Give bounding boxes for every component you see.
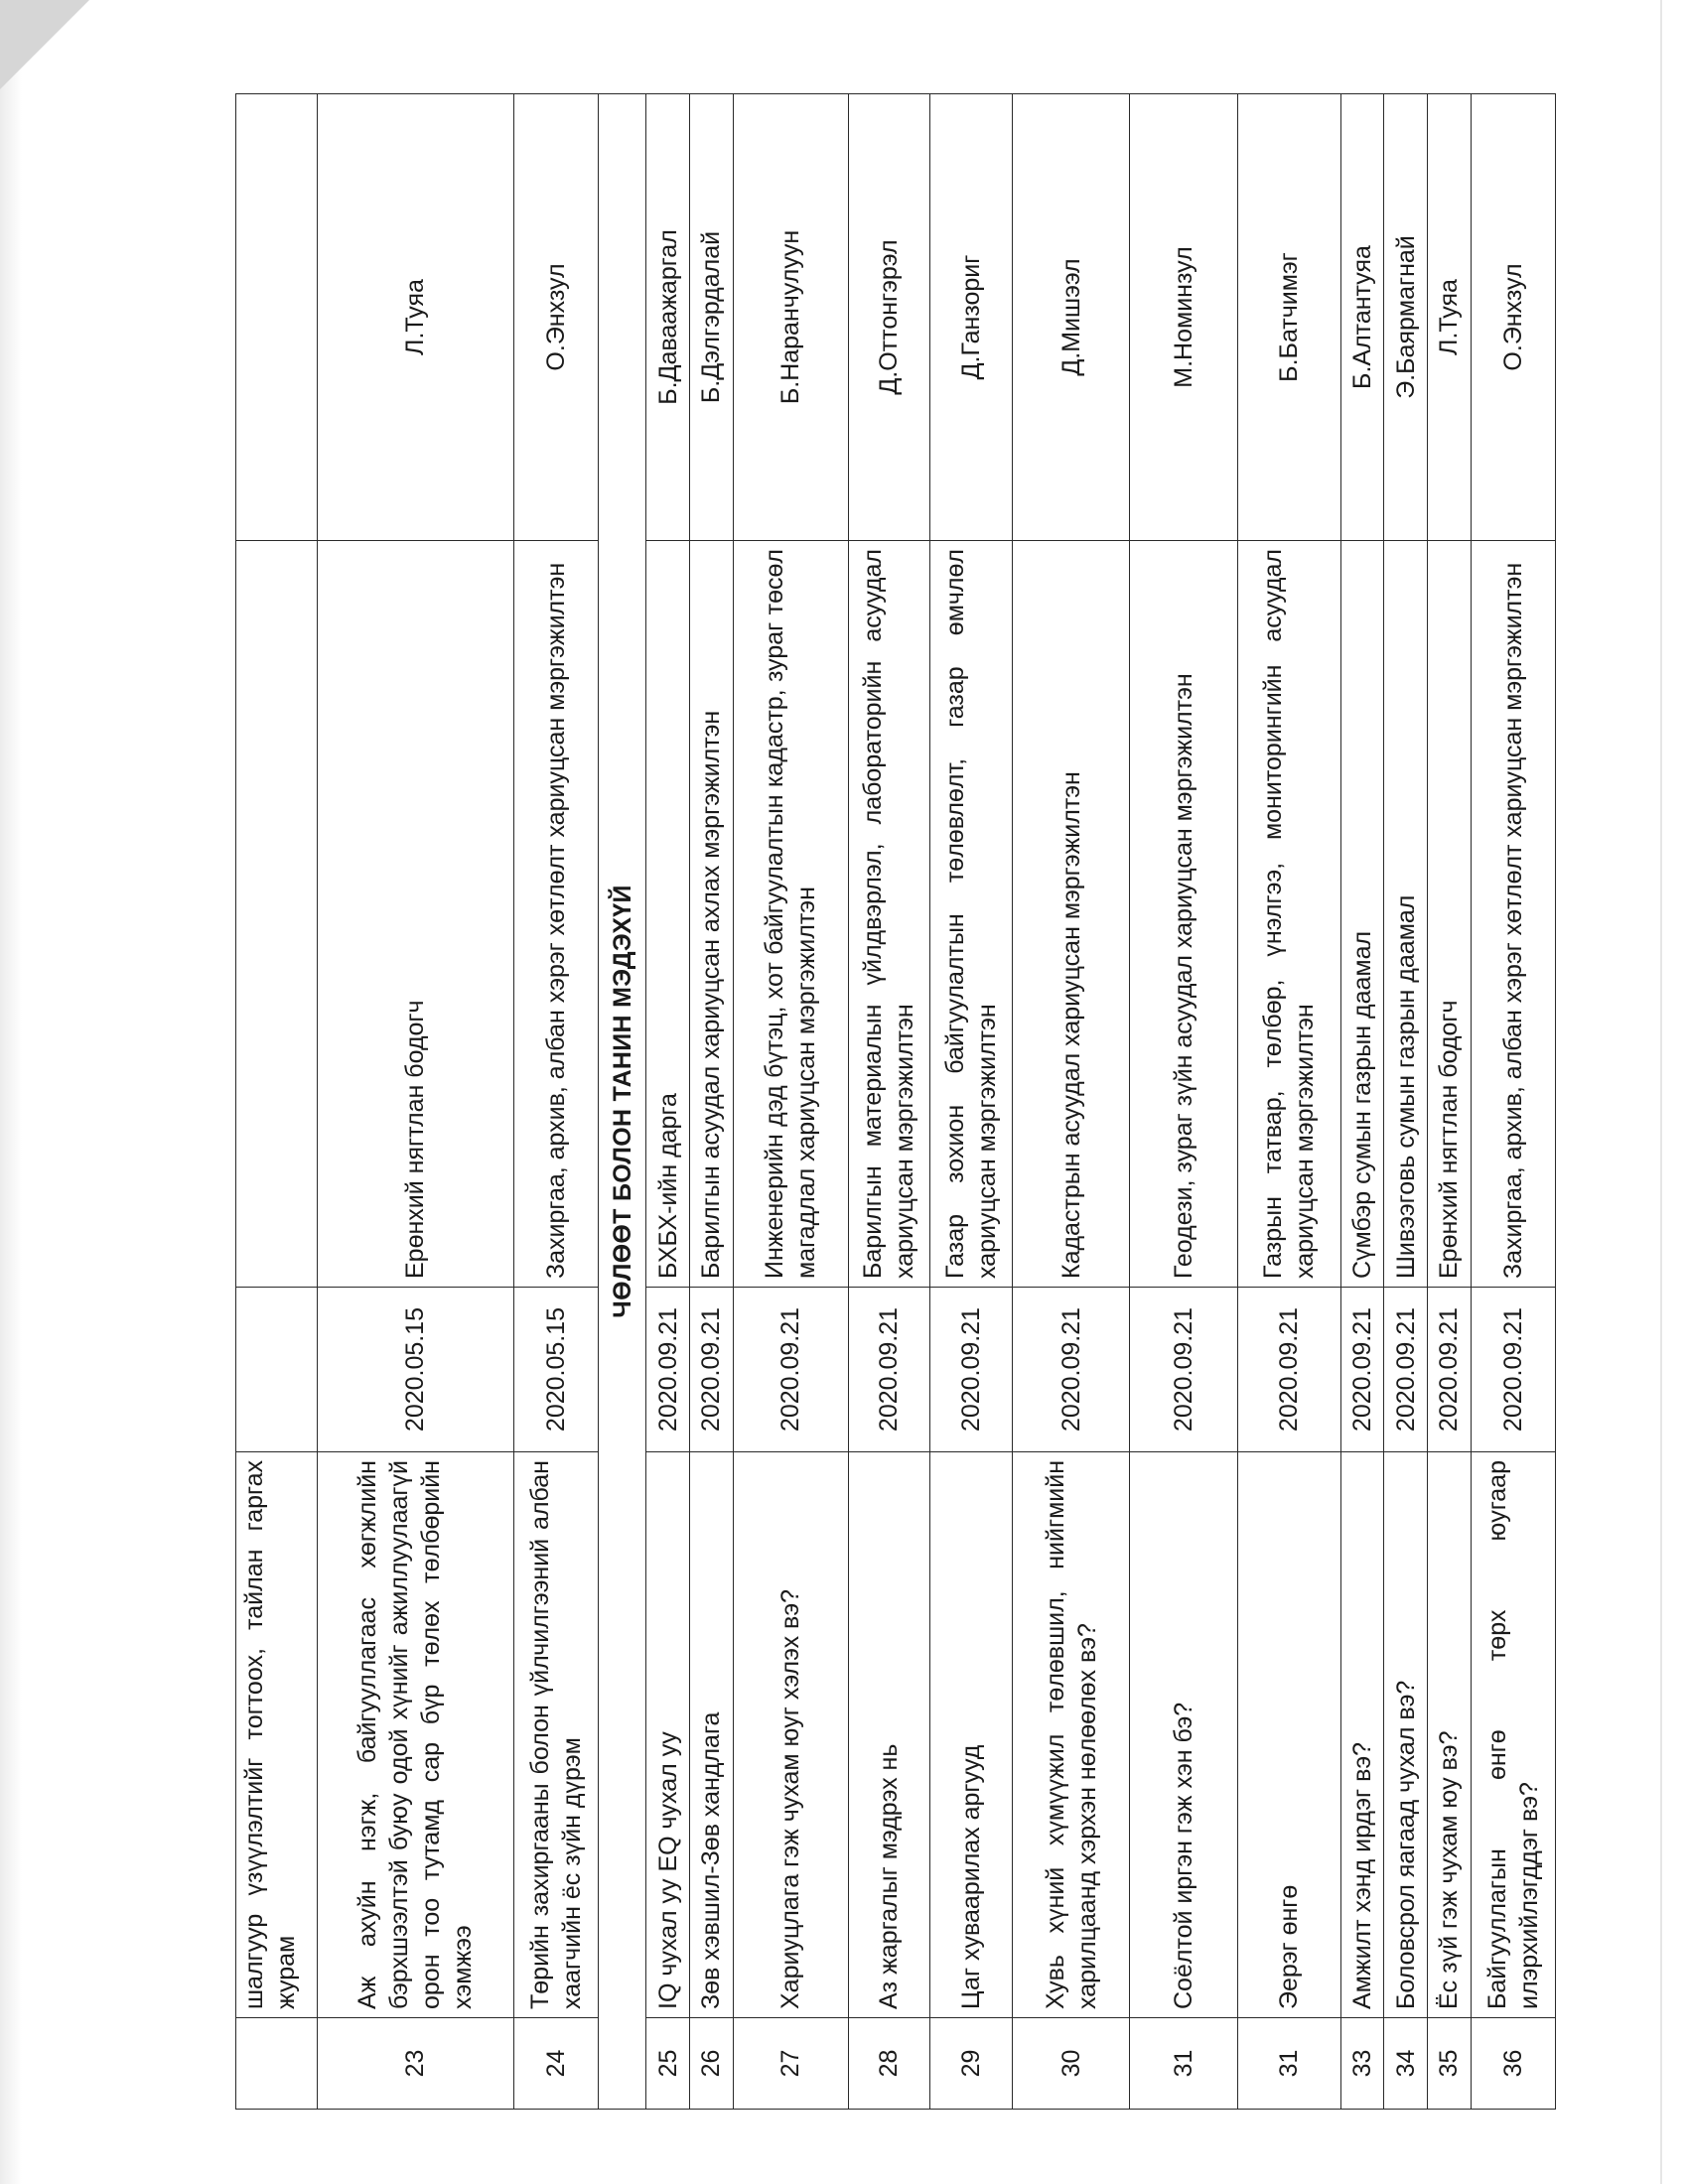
table-row xyxy=(690,94,734,2110)
cell-date: 2020.09.21 xyxy=(848,1288,930,1452)
cell-number: 35 xyxy=(1428,2018,1472,2110)
cell-topic: Байгууллагын өнгө төрх юугаар илэрхийлэгддэг вэ? xyxy=(1471,1452,1555,2018)
cell-topic: Аз жаргалыг мэдрэх нь xyxy=(848,1452,930,2018)
cell-presenter: Д.Мишээл xyxy=(1012,94,1129,541)
cell-audience: БХБХ-ийн дарга xyxy=(646,541,690,1288)
cell-date: 2020.09.21 xyxy=(646,1288,690,1452)
cell-audience: Захиргаа, архив, албан хэрэг хөтлөлт хариуцсан мэргэжилтэн xyxy=(1471,541,1555,1288)
cell-audience: Барилгын материалын үйлдвэрлэл, лабораторийн асуудал хариуцсан мэргэжилтэн xyxy=(848,541,930,1288)
section-title: ЧӨЛӨӨТ БОЛОН ТАНИН МЭДЭХҮЙ xyxy=(599,94,646,2110)
cell-presenter: Э.Баярмагнай xyxy=(1384,94,1428,541)
section-header-row xyxy=(599,94,646,2110)
cell-topic: Амжилт хэнд ирдэг вэ? xyxy=(1340,1452,1384,2018)
cell-audience: Газар зохион байгуулалтын төлөвлөлт, газар өмчлөл хариуцсан мэргэжилтэн xyxy=(930,541,1013,1288)
cell-date: 2020.09.21 xyxy=(1237,1288,1340,1452)
cell-number: 25 xyxy=(646,2018,690,2110)
scan-shadow-left xyxy=(0,0,22,2184)
cell-presenter: Д.Оттонгэрэл xyxy=(848,94,930,541)
cell-audience: Геодези, зураг зүйн асуудал хариуцсан мэргэжилтэн xyxy=(1130,541,1238,1288)
cell-presenter: О.Энхзул xyxy=(513,94,598,541)
cell-presenter: Д.Ганзориг xyxy=(930,94,1013,541)
scan-folded-corner xyxy=(0,0,89,89)
cell-date: 2020.09.21 xyxy=(1384,1288,1428,1452)
cell-date: 2020.09.21 xyxy=(1012,1288,1129,1452)
cell-number: 26 xyxy=(690,2018,734,2110)
cell-date: 2020.05.15 xyxy=(513,1288,598,1452)
cell-topic: Зөв хэвшил-Зөв хандлага xyxy=(690,1452,734,2018)
cell-audience: Шивээговь сумын газрын даамал xyxy=(1384,541,1428,1288)
cell-presenter: Л.Туяа xyxy=(1428,94,1472,541)
cell-number: 24 xyxy=(513,2018,598,2110)
cell-presenter: О.Энхзул xyxy=(1471,94,1555,541)
cell-number: 34 xyxy=(1384,2018,1428,2110)
cell-date xyxy=(236,1288,318,1452)
cell-audience: Инженерийн дэд бүтэц, хот байгуулалтын кадастр, зураг төсөл магадлал хариуцсан мэргэжилтэн xyxy=(733,541,848,1288)
cell-number xyxy=(236,2018,318,2110)
cell-date: 2020.05.15 xyxy=(317,1288,513,1452)
cell-number: 23 xyxy=(317,2018,513,2110)
table-row xyxy=(317,94,513,2110)
cell-presenter: Л.Туяа xyxy=(317,94,513,541)
cell-presenter xyxy=(236,94,318,541)
cell-topic: Эерэг өнгө xyxy=(1237,1452,1340,2018)
cell-topic: шалгуур үзүүлэлтийг тогтоох, тайлан гаргах журам xyxy=(236,1452,318,2018)
rotated-page-content xyxy=(235,94,1556,2110)
table-row xyxy=(1384,94,1428,2110)
cell-topic: IQ чухал уу EQ чухал уу xyxy=(646,1452,690,2018)
cell-number: 36 xyxy=(1471,2018,1555,2110)
cell-date: 2020.09.21 xyxy=(930,1288,1013,1452)
cell-number: 29 xyxy=(930,2018,1013,2110)
cell-date: 2020.09.21 xyxy=(1340,1288,1384,1452)
table-row xyxy=(930,94,1013,2110)
cell-number: 33 xyxy=(1340,2018,1384,2110)
cell-audience: Захиргаа, архив, албан хэрэг хөтлөлт хариуцсан мэргэжилтэн xyxy=(513,541,598,1288)
table-row xyxy=(1012,94,1129,2110)
table-row xyxy=(733,94,848,2110)
cell-date: 2020.09.21 xyxy=(690,1288,734,1452)
cell-topic: Соёлтой иргэн гэж хэн бэ? xyxy=(1130,1452,1238,2018)
cell-presenter: М.Номинзул xyxy=(1130,94,1238,541)
cell-topic: Цаг хуваарилах аргууд xyxy=(930,1452,1013,2018)
table-row xyxy=(646,94,690,2110)
cell-number: 30 xyxy=(1012,2018,1129,2110)
cell-presenter: Б.Наранчулуун xyxy=(733,94,848,541)
table-row-continuation xyxy=(236,94,318,2110)
training-schedule-table xyxy=(235,93,1556,2110)
cell-topic: Хариуцлага гэж чухам юуг хэлэх вэ? xyxy=(733,1452,848,2018)
cell-number: 31 xyxy=(1237,2018,1340,2110)
cell-topic: Аж ахуйн нэгж, байгууллагаас хөгжлийн бэрхшээлтэй буюу одой хүнийг ажиллуулаагүй орон тоо тутамд сар бүр төлөх төлбөрийн хэмжээ xyxy=(317,1452,513,2018)
cell-presenter: Б.Батчимэг xyxy=(1237,94,1340,541)
table-row xyxy=(1130,94,1238,2110)
cell-date: 2020.09.21 xyxy=(1130,1288,1238,1452)
scan-edge-right xyxy=(1660,0,1662,2184)
cell-topic: Хувь хүний хүмүүжил төлөвшил, нийгмийн харилцаанд хэрхэн нөлөөлөх вэ? xyxy=(1012,1452,1129,2018)
cell-presenter: Б.Алтантуяа xyxy=(1340,94,1384,541)
cell-number: 31 xyxy=(1130,2018,1238,2110)
cell-number: 28 xyxy=(848,2018,930,2110)
cell-topic: Төрийн захиргааны болон үйлчилгээний албан хаагчийн ёс зүйн дүрэм xyxy=(513,1452,598,2018)
cell-audience: Барилгын асуудал хариуцсан ахлах мэргэжилтэн xyxy=(690,541,734,1288)
table-row xyxy=(1471,94,1555,2110)
cell-presenter: Б.Дэлгэрдалай xyxy=(690,94,734,541)
table-row xyxy=(1237,94,1340,2110)
cell-audience: Ерөнхий нягтлан бодогч xyxy=(317,541,513,1288)
cell-audience xyxy=(236,541,318,1288)
cell-topic: Боловсрол яагаад чухал вэ? xyxy=(1384,1452,1428,2018)
cell-audience: Газрын татвар, төлбөр, үнэлгээ, мониторингийн асуудал хариуцсан мэргэжилтэн xyxy=(1237,541,1340,1288)
cell-audience: Ерөнхий нягтлан бодогч xyxy=(1428,541,1472,1288)
cell-audience: Сүмбэр сумын газрын даамал xyxy=(1340,541,1384,1288)
table-row xyxy=(513,94,598,2110)
cell-date: 2020.09.21 xyxy=(733,1288,848,1452)
cell-topic: Ёс зүй гэж чухам юу вэ? xyxy=(1428,1452,1472,2018)
cell-presenter: Б.Даваажаргал xyxy=(646,94,690,541)
table-row xyxy=(848,94,930,2110)
table-row xyxy=(1340,94,1384,2110)
cell-number: 27 xyxy=(733,2018,848,2110)
table-row xyxy=(1428,94,1472,2110)
cell-date: 2020.09.21 xyxy=(1428,1288,1472,1452)
cell-date: 2020.09.21 xyxy=(1471,1288,1555,1452)
cell-audience: Кадастрын асуудал хариуцсан мэргэжилтэн xyxy=(1012,541,1129,1288)
